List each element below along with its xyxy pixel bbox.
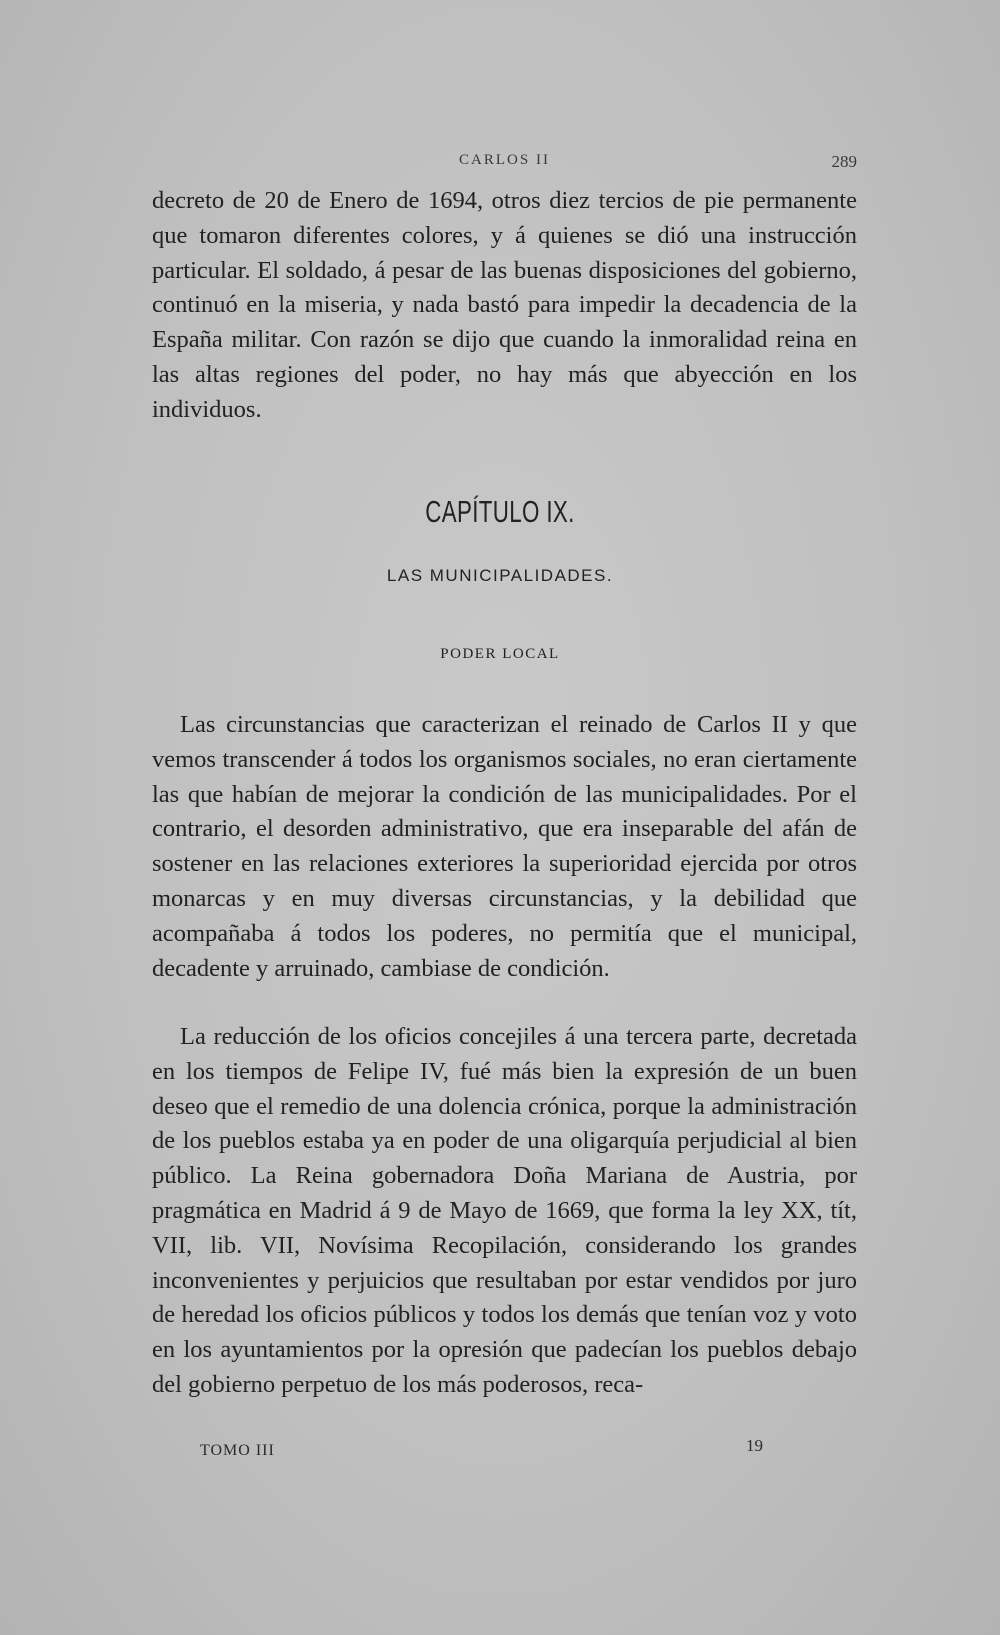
body-paragraph-1: decreto de 20 de Enero de 1694, otros diez tercios de pie permanente que tomaron diferentes colores, y á quienes se dió una instrucción particular. El soldado, á pesar de las buenas disposiciones del gobierno, continuó en la miseria, y nada bastó para impedir la decadencia de la España militar. Con razón se dijo que cuando la inmoralidad reina en las altas regiones del poder, no hay más que abyección en los individuos. [152, 187, 857, 423]
running-head-title: CARLOS II [459, 152, 550, 168]
subsection-heading: PODER LOCAL [440, 646, 560, 662]
body-paragraph-3: La reducción de los oficios concejiles á una tercera parte, decretada en los tiempos de Felipe IV, fué más bien la expresión de un buen deseo que el remedio de una dolencia crónica, porque la administración de los pueblos estaba ya en poder de una oligarquía perjudicial al bien público. La Reina gobernadora Doña Mariana de Austria, por pragmática en Madrid á 9 de Mayo de 1669, que forma la ley XX, tít, VII, lib. VII, Novísima Recopilación, considerando los grandes inconvenientes y perjuicios que resultaban por estar vendidos por juro de heredad los oficios públicos y todos los demás que tenían voz y voto en los ayuntamientos por la opresión que padecían los pueblos debajo del gobierno perpetuo de los más poderosos, reca- [152, 1023, 857, 1398]
page-number: 289 [831, 152, 857, 171]
footer-volume-label: TOMO III [200, 1442, 275, 1459]
footer-signature-mark: 19 [746, 1436, 763, 1455]
section-heading: LAS MUNICIPALIDADES. [386, 566, 614, 585]
running-head [152, 152, 857, 176]
chapter-title: CAPÍTULO IX. [425, 494, 575, 529]
body-paragraph-2: Las circunstancias que caracterizan el reinado de Carlos II y que vemos transcender á todos los organismos sociales, no eran ciertamente las que habían de mejorar la condición de las municipalidades. Por el contrario, el desorden administrativo, que era inseparable del afán de sostener en las relaciones exteriores la superioridad ejercida por otros monarcas y en muy diversas circunstancias, y la debilidad que acompañaba á todos los poderes, no permitía que el municipal, decadente y arruinado, cambiase de condición. [152, 711, 857, 982]
